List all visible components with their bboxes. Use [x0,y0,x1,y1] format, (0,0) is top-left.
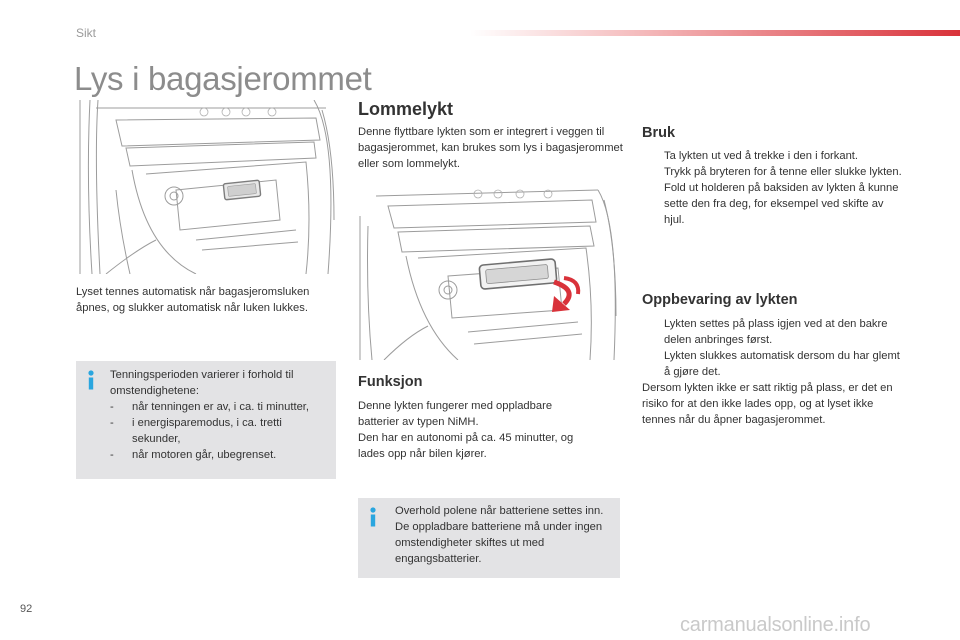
list-item-text: Lykten settes på plass igjen ved at den bakre delen anbringes først. [664,318,888,346]
funksjon-heading: Funksjon [358,374,423,390]
removable-lamp-illustration [358,186,620,360]
section-label: Sikt [76,26,97,40]
info-icon [368,507,378,527]
list-item-text: Trykk på bryteren for å tenne eller slukke lykten. [664,166,902,178]
battery-note-content [395,503,615,567]
list-item [642,180,904,228]
list-item-text: når tenningen er av, i ca. ti minutter, [132,401,310,413]
list-item-text: Lykten slukkes automatisk dersom du har glemt å gjøre det. [664,350,900,378]
oppbevaring-list [642,316,904,380]
lommelykt-heading: Lommelykt [358,99,454,119]
header-accent-bar [470,30,960,36]
info-icon [86,370,96,390]
oppbevaring-paragraph: Dersom lykten ikke er satt riktig på plass, er det en risiko for at den ikke lades opp, og at lyset ikke tennes når du åpner bagasjerommet. [642,382,893,426]
list-item-text: Fold ut holderen på baksiden av lykten å kunne sette den fra deg, for eksempel ved skifte av hjul. [664,182,899,226]
list-item-text: når motoren går, ubegrenset. [132,449,277,461]
battery-note-line: Overhold polene når batteriene settes inn. [395,505,604,517]
dash-marker: - [110,449,114,461]
list-item-text: Ta lykten ut ved å trekke i den i forkant. [664,150,859,162]
timing-note-list [110,399,332,463]
list-item [642,316,904,380]
trunk-interior-drawing [76,100,338,274]
timing-note-box [76,361,336,479]
removable-lamp-drawing [358,186,620,360]
funksjon-paragraph [358,398,588,462]
funksjon-line: Den har en autonomi på ca. 45 minutter, og lades opp når bilen kjører. [358,432,574,460]
list-item [642,148,904,164]
bruk-heading: Bruk [642,125,676,141]
list-item-text: i energisparemodus, i ca. tretti sekunder, [132,417,282,445]
lommelykt-paragraph: Denne flyttbare lykten som er integrert i veggen til bagasjerommet, kan brukes som lys i bagasjerommet eller som lommelykt. [358,126,623,170]
list-item [642,164,904,180]
trunk-light-illustration [76,100,338,274]
page-number: 92 [20,603,33,615]
battery-note-line: De oppladbare batteriene må under ingen omstendigheter skiftes ut med engangsbatterier. [395,521,603,565]
timing-note-content [110,367,332,463]
dash-marker: - [110,401,114,413]
intro-paragraph: Lyset tennes automatisk når bagasjeromsluken åpnes, og slukker automatisk når luken lukkes. [76,286,310,314]
battery-note-box [358,498,620,578]
watermark-text: carmanualsonline.info [680,614,871,636]
timing-note-intro: Tenningsperioden varierer i forhold til omstendighetene: [110,369,294,397]
list-item [110,447,332,463]
bruk-list [642,148,904,228]
funksjon-line: Denne lykten fungerer med oppladbare batterier av typen NiMH. [358,400,553,428]
page-title: Lys i bagasjerommet [74,60,372,97]
oppbevaring-heading: Oppbevaring av lykten [642,292,798,308]
list-item [110,399,332,415]
dash-marker: - [110,417,114,429]
list-item [110,415,332,447]
